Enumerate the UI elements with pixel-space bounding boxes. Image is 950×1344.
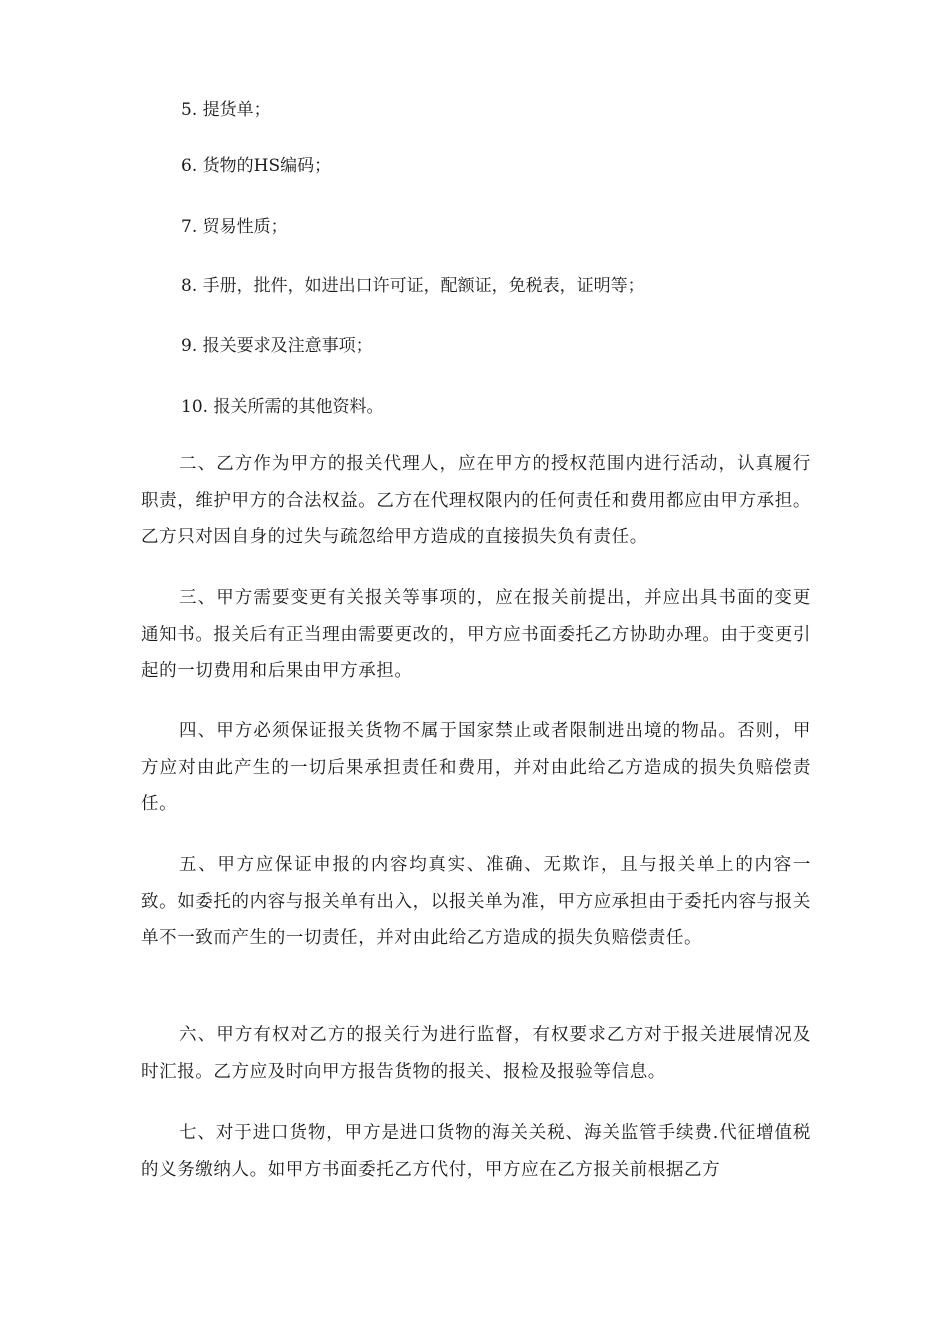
clause-3-paragraph: 三、甲方需要变更有关报关等事项的，应在报关前提出，并应出具书面的变更通知书。报关后有正当理由需要更改的，甲方应书面委托乙方协助办理。由于变更引起的一切费用和后果由甲方承担。 <box>141 588 811 681</box>
clause-6-paragraph: 六、甲方有权对乙方的报关行为进行监督，有权要求乙方对于报关进展情况及时汇报。乙方应及时向甲方报告货物的报关、报检及报验等信息。 <box>141 1025 811 1082</box>
list-item-9: 9. 报关要求及注意事项； <box>181 336 373 356</box>
list-item-6: 6. 货物的HS编码； <box>181 156 332 176</box>
clause-5-paragraph: 五、甲方应保证申报的内容均真实、准确、无欺诈，且与报关单上的内容一致。如委托的内容与报关单有出入，以报关单为准，甲方应承担由于委托内容与报关单不一致而产生的一切责任，并对由此给乙方造成的损失负赔偿责任。 <box>141 855 811 948</box>
list-item-5: 5. 提货单； <box>181 100 271 120</box>
clause-7-paragraph: 七、对于进口货物，甲方是进口货物的海关关税、海关监管手续费.代征增值税的义务缴纳人。如甲方书面委托乙方代付，甲方应在乙方报关前根据乙方 <box>141 1123 811 1180</box>
list-item-7: 7. 贸易性质； <box>181 217 288 237</box>
list-item-8: 8. 手册，批件，如进出口许可证，配额证，免税表，证明等； <box>181 276 645 296</box>
clause-2-paragraph: 二、乙方作为甲方的报关代理人，应在甲方的授权范围内进行活动，认真履行职责，维护甲方的合法权益。乙方在代理权限内的任何责任和费用都应由甲方承担。乙方只对因自身的过失与疏忽给甲方造成的直接损失负有责任。 <box>141 454 811 547</box>
clause-4-paragraph: 四、甲方必须保证报关货物不属于国家禁止或者限制进出境的物品。否则，甲方应对由此产生的一切后果承担责任和费用，并对由此给乙方造成的损失负赔偿责任。 <box>141 721 811 814</box>
list-item-10: 10. 报关所需的其他资料。 <box>181 397 384 417</box>
